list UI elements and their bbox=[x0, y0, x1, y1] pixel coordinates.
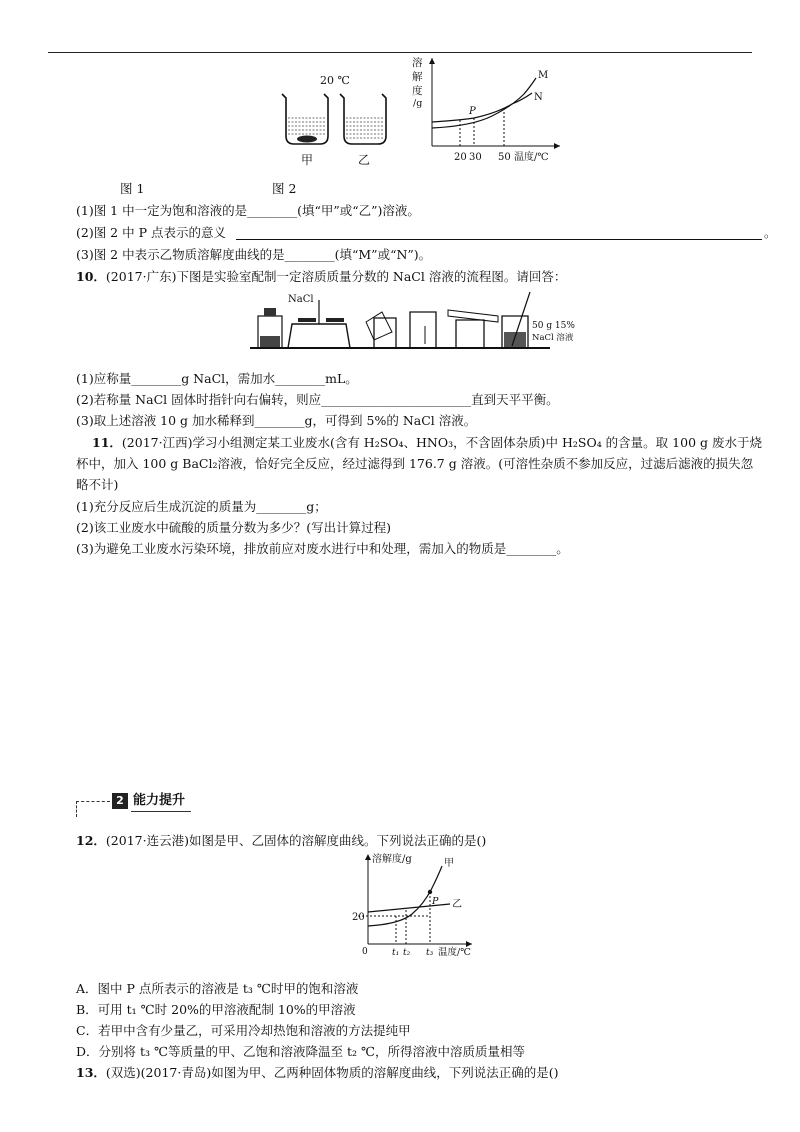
figure1-caption: 图 1 bbox=[120, 181, 145, 196]
q9-item2-end: 。 bbox=[764, 225, 777, 240]
q12-option-a: A．图中 P 点所表示的溶液是 t₃ ℃时甲的饱和溶液 bbox=[76, 981, 359, 996]
beaker-yi bbox=[340, 94, 386, 144]
point-p-label: P bbox=[469, 106, 476, 117]
svg-text:解: 解 bbox=[412, 71, 423, 83]
beaker-figure bbox=[272, 72, 402, 172]
q12-number: 12． bbox=[76, 833, 106, 848]
tick-t2: t₂ bbox=[403, 948, 411, 958]
section-dash bbox=[76, 801, 110, 802]
section-title: 能力提升 bbox=[131, 791, 191, 812]
tick-20: 20 bbox=[454, 152, 467, 163]
q11-stem-line1 bbox=[92, 434, 762, 452]
q10-item3: (3)取上述溶液 10 g 加水稀释到________g，可得到 5%的 NaCl 溶液。 bbox=[76, 413, 477, 428]
solution-label-1: 50 g 15% bbox=[532, 321, 575, 331]
curve-jia bbox=[368, 866, 442, 926]
q12-option-b: B．可用 t₁ ℃时 20%的甲溶液配制 10%的甲溶液 bbox=[76, 1002, 356, 1017]
temp-label: 20 ℃ bbox=[320, 74, 350, 87]
q9-item1: (1)图 1 中一定为饱和溶液的是________(填“甲”或“乙”)溶液。 bbox=[76, 203, 420, 218]
q10-item2: (2)若称量 NaCl 固体时指针向右偏转，则应________________________直到天平平衡。 bbox=[76, 392, 559, 407]
curve-jia-label: 甲 bbox=[444, 858, 454, 869]
svg-text:/g: /g bbox=[413, 98, 423, 109]
q12-option-d: D．分别将 t₃ ℃等质量的甲、乙饱和溶液降温至 t₂ ℃，所得溶液中溶质质量相等 bbox=[76, 1044, 525, 1059]
origin-label: 0 bbox=[362, 947, 368, 957]
q10-number: 10． bbox=[76, 269, 106, 284]
q13-tag: (双选) bbox=[105, 1065, 141, 1080]
tick-t1: t₁ bbox=[392, 948, 400, 958]
tick-30: 30 bbox=[469, 152, 482, 163]
q13-text: (2017·青岛)如图为甲、乙两种固体物质的溶解度曲线，下列说法正确的是() bbox=[140, 1065, 559, 1080]
q12-text: (2017·连云港)如图是甲、乙固体的溶解度曲线。下列说法正确的是() bbox=[105, 833, 487, 848]
q9-item3: (3)图 2 中表示乙物质溶解度曲线的是________(填“M”或“N”)。 bbox=[76, 247, 432, 262]
solubility-chart-jia-yi bbox=[350, 852, 490, 962]
q13-number: 13． bbox=[76, 1065, 106, 1080]
q12-stem bbox=[76, 832, 486, 850]
beaker-yi-label: 乙 bbox=[358, 153, 371, 167]
curve-m-label: M bbox=[538, 70, 549, 81]
q10-item1: (1)应称量________g NaCl，需加水________mL。 bbox=[76, 371, 358, 386]
q12-y-axis-label: 溶解度/g bbox=[372, 854, 412, 865]
solubility-chart-mn bbox=[412, 56, 572, 176]
y-tick-20: 20 bbox=[352, 912, 365, 923]
curve-n-label: N bbox=[534, 92, 543, 103]
beaker-jia-label: 甲 bbox=[301, 153, 314, 167]
q9-item2-blank bbox=[236, 239, 762, 240]
curve-yi-label: 乙 bbox=[452, 899, 462, 910]
q11-number: 11． bbox=[92, 435, 122, 450]
curve-n bbox=[432, 93, 532, 122]
solution-label-2: NaCl 溶液 bbox=[532, 333, 574, 343]
nacl-flow-figure bbox=[250, 288, 590, 356]
section-number: 2 bbox=[112, 793, 128, 809]
section-vdash bbox=[76, 801, 77, 817]
q12-option-c: C．若甲中含有少量乙，可采用冷却热饱和溶液的方法提纯甲 bbox=[76, 1023, 411, 1038]
q10-text: (2017·广东)下图是实验室配制一定溶质质量分数的 NaCl 溶液的流程图。请回答： bbox=[105, 269, 567, 284]
beaker-jia bbox=[282, 94, 328, 144]
section-header bbox=[76, 791, 196, 817]
q12-point-p: P bbox=[432, 896, 439, 907]
tick-t3: t₃ bbox=[426, 948, 434, 958]
q11-stem-line2: 杯中，加入 100 g BaCl₂溶液，恰好完全反应，经过滤得到 176.7 g 溶液。(可溶性杂质不参加反应，过滤后滤液的损失忽 bbox=[76, 456, 754, 471]
q11-stem-line3: 略不计) bbox=[76, 477, 119, 492]
svg-text:度: 度 bbox=[412, 85, 423, 97]
q11-text-1: (2017·江西)学习小组测定某工业废水(含有 H₂SO₄、HNO₃，不含固体杂质)中 H₂SO₄ 的含量。取 100 g 废水于烧 bbox=[121, 435, 762, 450]
x-axis-label: 温度/℃ bbox=[514, 152, 549, 163]
svg-text:溶: 溶 bbox=[412, 57, 423, 69]
q11-item1: (1)充分反应后生成沉淀的质量为________g； bbox=[76, 499, 327, 514]
figure2-caption: 图 2 bbox=[272, 181, 297, 196]
q10-stem bbox=[76, 268, 566, 286]
q11-item2: (2)该工业废水中硫酸的质量分数为多少？(写出计算过程) bbox=[76, 520, 391, 535]
top-rule bbox=[48, 52, 752, 53]
q13-stem bbox=[76, 1064, 558, 1082]
q11-item3: (3)为避免工业废水污染环境，排放前应对废水进行中和处理，需加入的物质是________。 bbox=[76, 541, 569, 556]
tick-50: 50 bbox=[498, 152, 511, 163]
q12-x-axis-label: 温度/℃ bbox=[438, 947, 471, 958]
q9-item2: (2)图 2 中 P 点表示的意义 bbox=[76, 225, 226, 240]
y-axis-label bbox=[412, 56, 423, 109]
nacl-label: NaCl bbox=[288, 294, 314, 305]
